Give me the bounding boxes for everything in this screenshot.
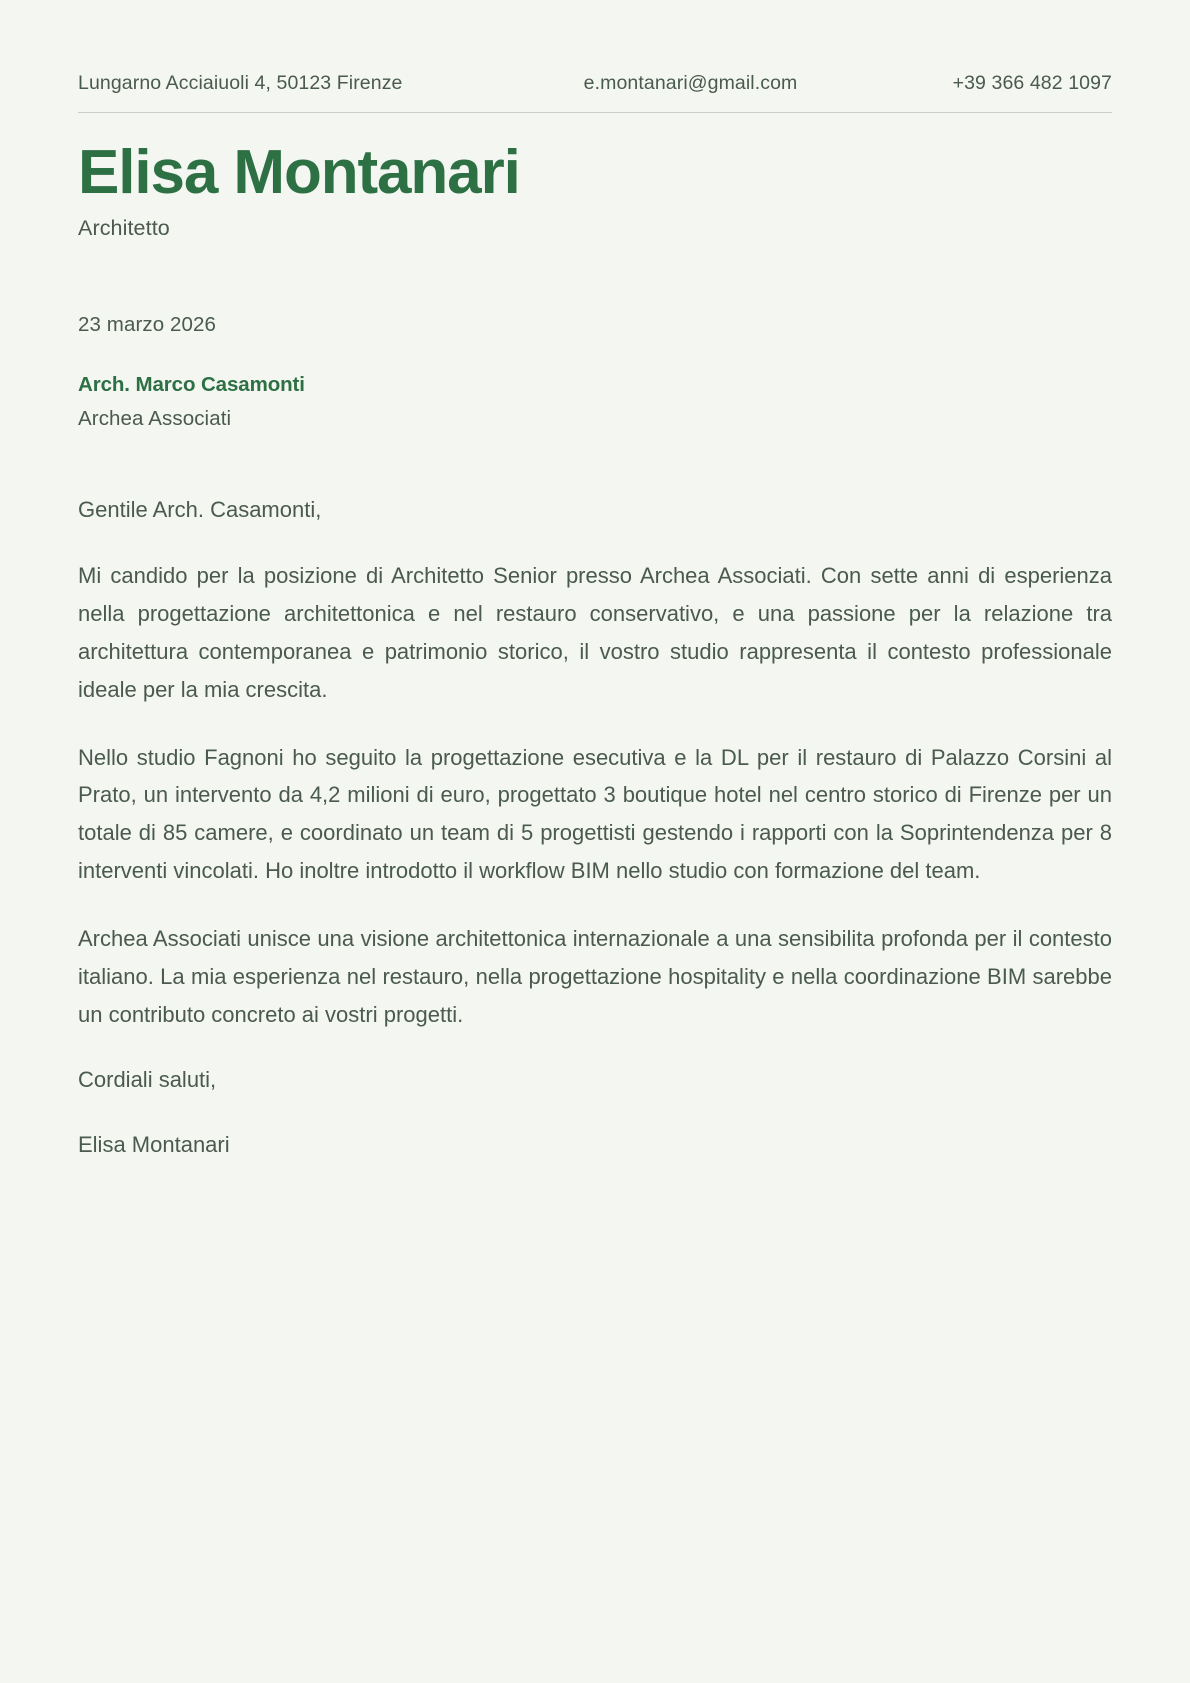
contact-header: [78, 72, 1112, 113]
identity-block: [78, 138, 1112, 241]
letter-date: 23 marzo 2026: [78, 313, 217, 337]
salutation: Gentile Arch. Casamonti,: [78, 497, 322, 523]
recipient-name: Arch. Marco Casamonti: [78, 373, 305, 397]
body-paragraph-1: Mi candido per la posizione di Architetto Senior presso Archea Associati. Con sette anni di esperienza nella progettazione architettonica e nel restauro conservativo, e una passione per la relazione tra architettura contemporanea e patrimonio storico, il vostro studio rappresenta il contesto professionale ideale per la mia crescita.: [78, 563, 1112, 702]
recipient-company: Archea Associati: [78, 407, 232, 431]
contact-address: Lungarno Acciaiuoli 4, 50123 Firenze: [78, 72, 403, 94]
job-title: Architetto: [78, 216, 170, 241]
closing-line: Cordiali saluti,: [78, 1067, 217, 1093]
body-paragraph-2: Nello studio Fagnoni ho seguito la progettazione esecutiva e la DL per il restauro di Palazzo Corsini al Prato, un intervento da 4,2 milioni di euro, progettato 3 boutique hotel nel centro storico di Firenze per un totale di 85 camere, e coordinato un team di 5 progettisti gestendo i rapporti con la Soprintendenza per 8 interventi vincolati. Ho inoltre introdotto il workflow BIM nello studio con formazione del team.: [78, 744, 1112, 884]
contact-phone: +39 366 482 1097: [952, 72, 1112, 94]
page-title: Elisa Montanari: [78, 138, 520, 207]
recipient-block: [78, 373, 1112, 431]
letter-body: [78, 493, 1112, 1161]
contact-email: e.montanari@gmail.com: [583, 72, 798, 94]
body-paragraph-3: Archea Associati unisce una visione architettonica internazionale a una sensibilita profonda per il contesto italiano. La mia esperienza nel restauro, nella progettazione hospitality e nella coordinazione BIM sarebbe un contributo concreto ai vostri progetti.: [78, 925, 1112, 1027]
signature-name: Elisa Montanari: [78, 1131, 230, 1157]
